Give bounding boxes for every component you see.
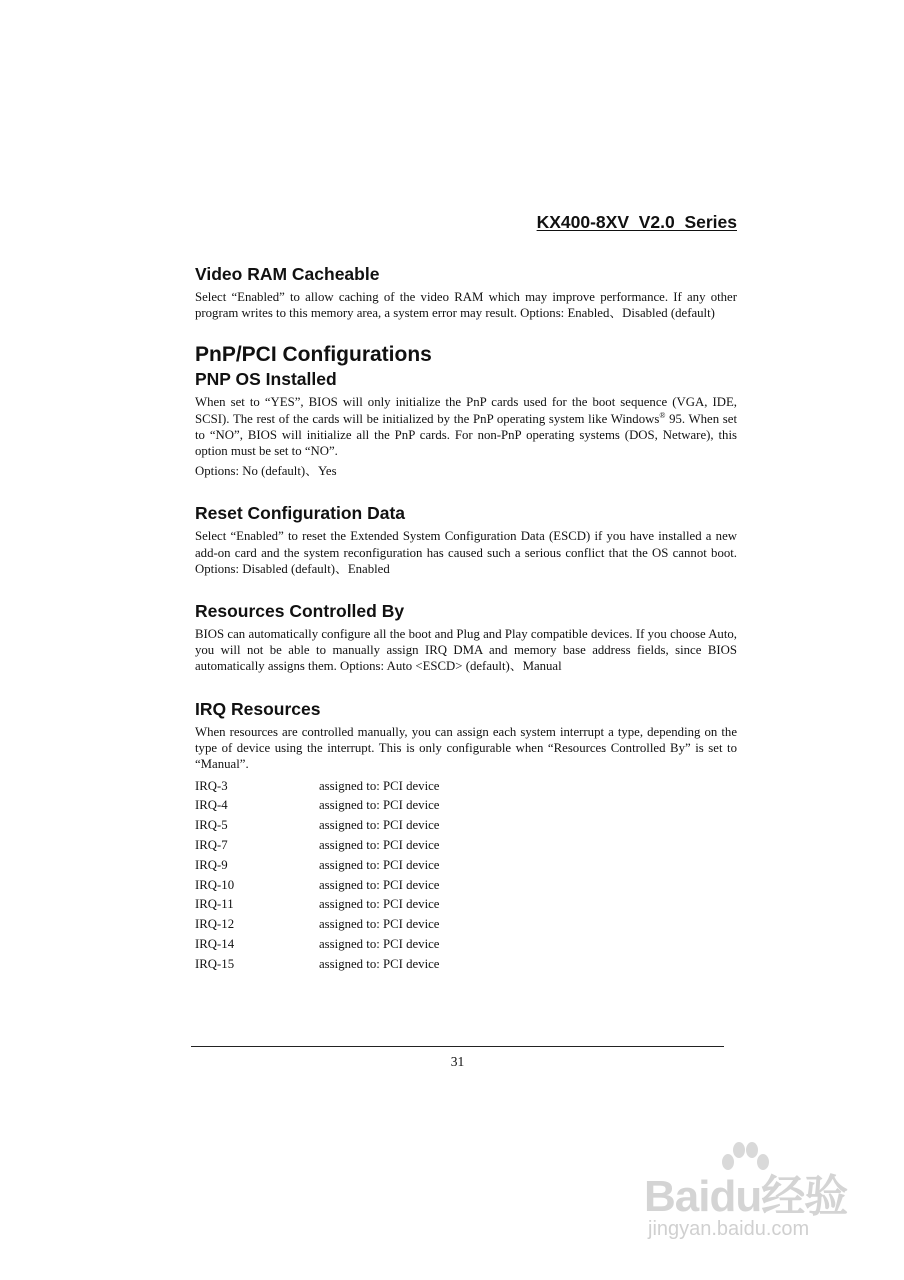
section-body: When resources are controlled manually, you can assign each system interrupt a type, depending on the type of device using the interrupt. This is only configurable when “Resources Controlled By” is set to “Manual”. bbox=[195, 724, 737, 772]
page-content bbox=[195, 263, 737, 974]
irq-value: assigned to: PCI device bbox=[319, 818, 440, 833]
baidu-jingyan-watermark bbox=[640, 1140, 880, 1250]
irq-row bbox=[195, 836, 737, 856]
irq-label: IRQ-5 bbox=[195, 818, 228, 833]
irq-label: IRQ-7 bbox=[195, 838, 228, 853]
irq-row bbox=[195, 796, 737, 816]
footer-divider bbox=[191, 1046, 724, 1047]
section-body: BIOS can automatically configure all the boot and Plug and Play compatible devices. If you choose Auto, you will not be able to manually assign IRQ DMA and memory base address fields, since BIOS automatically assigns them. Options: Auto <ESCD> (default)、Manual bbox=[195, 627, 737, 674]
irq-value: assigned to: PCI device bbox=[319, 838, 440, 853]
irq-label: IRQ-14 bbox=[195, 937, 235, 952]
body-text: When set to “YES”, BIOS will only initialize the PnP cards used for the boot sequence (VGA, IDE, SCSI). The rest of the cards will be initialized by the PnP operating system like Windows bbox=[195, 395, 737, 426]
watermark-url: jingyan.baidu.com bbox=[648, 1218, 810, 1240]
section-reset-configuration-data bbox=[195, 502, 737, 577]
document-series-title: KX400-8XV V2.0 Series bbox=[536, 212, 737, 232]
irq-label: IRQ-9 bbox=[195, 857, 228, 872]
irq-row bbox=[195, 954, 737, 974]
irq-label: IRQ-10 bbox=[195, 877, 235, 892]
irq-label: IRQ-4 bbox=[195, 798, 228, 813]
irq-value: assigned to: PCI device bbox=[319, 956, 440, 971]
section-heading: Video RAM Cacheable bbox=[195, 264, 380, 284]
irq-row bbox=[195, 855, 737, 875]
section-heading: Reset Configuration Data bbox=[195, 503, 406, 524]
irq-value: assigned to: PCI device bbox=[319, 778, 440, 793]
irq-row bbox=[195, 895, 737, 915]
section-heading: PNP OS Installed bbox=[195, 369, 337, 390]
irq-label: IRQ-12 bbox=[195, 917, 235, 932]
irq-row bbox=[195, 915, 737, 935]
section-video-ram-cacheable bbox=[195, 263, 737, 321]
irq-row bbox=[195, 776, 737, 796]
section-pnp-os-installed bbox=[195, 368, 737, 479]
irq-label: IRQ-15 bbox=[195, 956, 235, 971]
section-options: Options: No (default)、Yes bbox=[195, 464, 337, 479]
irq-label: IRQ-3 bbox=[195, 778, 228, 793]
irq-row bbox=[195, 875, 737, 895]
irq-row bbox=[195, 935, 737, 955]
irq-label: IRQ-11 bbox=[195, 897, 234, 912]
section-heading: IRQ Resources bbox=[195, 698, 321, 719]
section-body: Select “Enabled” to reset the Extended System Configuration Data (ESCD) if you have installed a new add-on card and the system reconfiguration has caused such a serious conflict that the OS cannot boot. Options: Disabled (default)、Enabled bbox=[195, 529, 737, 576]
body-text-cont: 95. When set to “NO”, BIOS will initialize all the PnP cards. For non-PnP operating systems (DOS, Netware), this option must be set to “NO”. bbox=[195, 411, 737, 459]
section-heading: Resources Controlled By bbox=[195, 601, 405, 622]
section-body bbox=[195, 394, 737, 459]
irq-value: assigned to: PCI device bbox=[319, 798, 440, 813]
chapter-title: PnP/PCI Configurations bbox=[195, 343, 432, 367]
irq-value: assigned to: PCI device bbox=[319, 897, 440, 912]
irq-value: assigned to: PCI device bbox=[319, 877, 440, 892]
section-resources-controlled-by bbox=[195, 600, 737, 675]
irq-value: assigned to: PCI device bbox=[319, 937, 440, 952]
irq-assignment-list bbox=[195, 776, 737, 974]
section-irq-resources bbox=[195, 698, 737, 975]
watermark-logo-text: Baidu经验 bbox=[644, 1172, 848, 1221]
page-number: 31 bbox=[450, 1054, 465, 1069]
section-body: Select “Enabled” to allow caching of the video RAM which may improve performance. If any other program writes to this memory area, a system error may result. Options: Enabled、Disabled (default) bbox=[195, 290, 737, 321]
irq-value: assigned to: PCI device bbox=[319, 857, 440, 872]
irq-row bbox=[195, 816, 737, 836]
irq-value: assigned to: PCI device bbox=[319, 917, 440, 932]
registered-mark: ® bbox=[659, 410, 666, 420]
